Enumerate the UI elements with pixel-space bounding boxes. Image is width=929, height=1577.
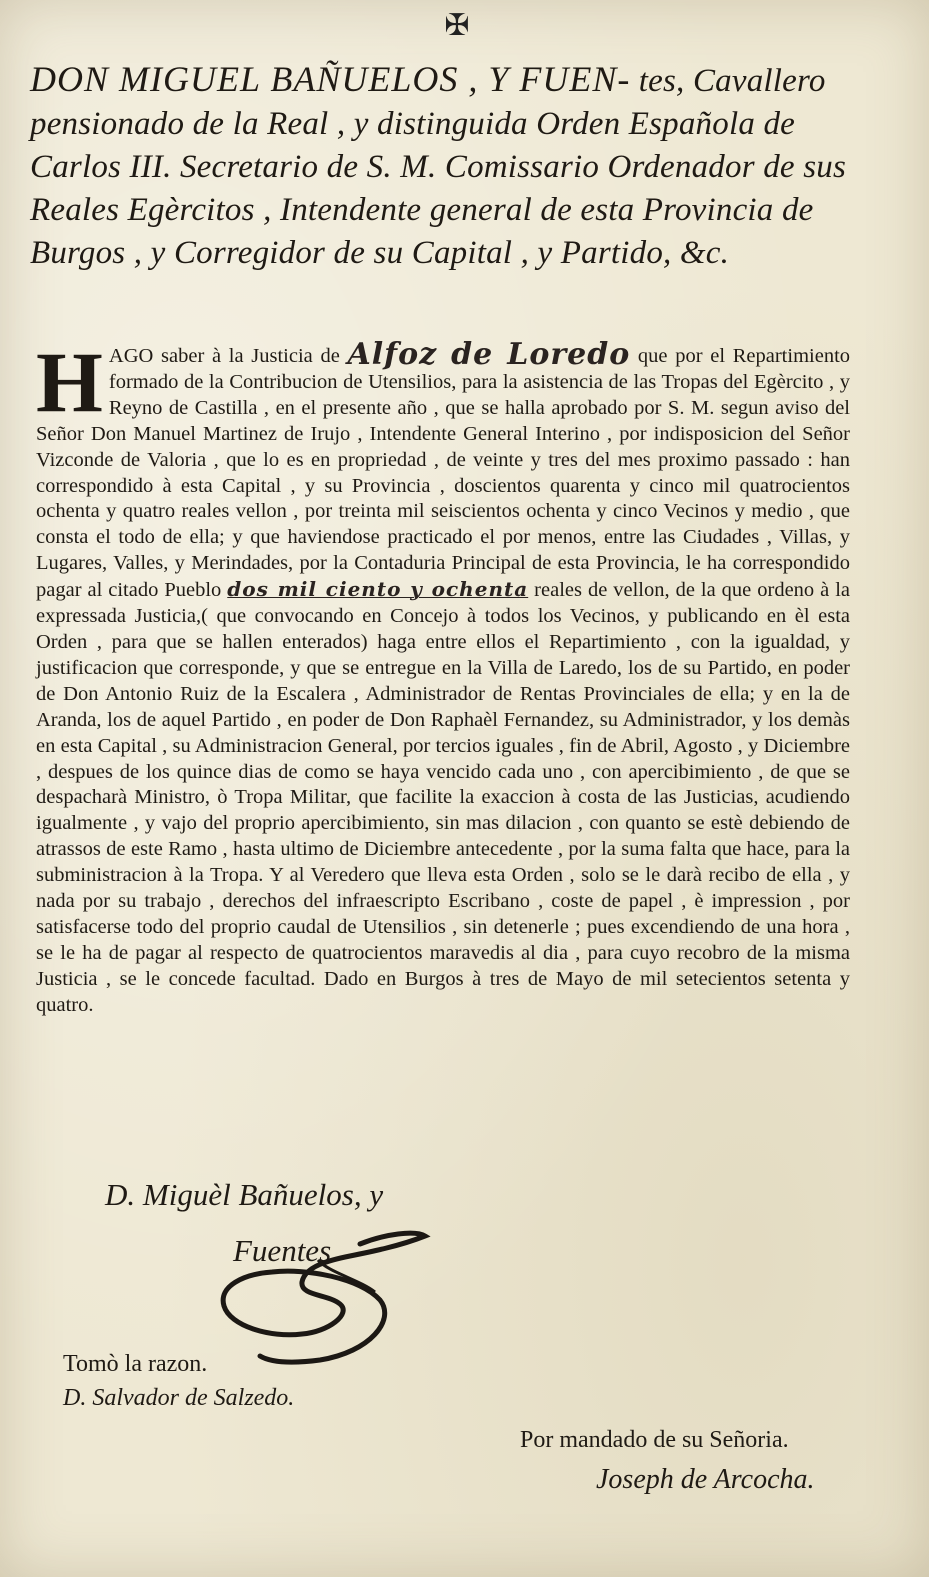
mandado-label: Por mandado de su Señoria. xyxy=(520,1427,789,1453)
mandado-block xyxy=(520,1420,890,1500)
razon-name: D. Salvador de Salzedo. xyxy=(63,1385,295,1411)
cross-symbol: ✠ xyxy=(444,9,470,42)
body-intro: AGO saber à la Justicia de xyxy=(108,345,340,367)
razon-label: Tomò la razon. xyxy=(63,1351,208,1377)
body-text-2: reales de vellon, de la que ordeno à la expressada Justicia,( que convocando en Concejo à todos los Vecinos, y publicando en èl esta Orden , para que se hallen enterados) haga entre ellos el Repartimiento , con la igualdad, y justificacion que corresponde, y que se entregue en la Villa de Laredo, los de su Partido, en poder de Don Antonio Ruiz de la Escalera , Administrador de Rentas Provinciales de ella; y en la de Aranda, los de aquel Partido , en poder de Don Raphaèl Fernandez, su Administrador, y los demàs en esta Capital , su Administracion General, por tercios iguales , fin de Abril, Agosto , y Diciembre , despues de los quince dias de como se haya vencido cada uno , con apercibimiento , de que se despacharà Ministro, ò Tropa Militar, que facilite la exaccion à costa de las Justicias, acudiendo igualmente , y vajo del proprio apercibimiento, sin mas dilacion , con quanto se estè debiendo de atrassos de este Ramo , hasta ultimo de Diciembre antecedente , por la suma falta que hace, para la subministracion à la Tropa. Y al Veredero que lleva esta Orden , solo se le darà recibo de ella , y nada por su trabajo , derechos del infraescripto Escribano , coste de papel , è impression , por satisfacerse todo del proprio caudal de Utensilios , sin detenerle ; pues excendiendo de una hora , se le ha de pagar al respecto de quatrocientos maravedis al dia , para cuyo recobro de la misma Justicia , se le concede facultad. Dado en Burgos à tres de Mayo de mil setecientos setenta y quatro. xyxy=(36,579,851,1016)
heading-titles: tes, Cavallero pensionado de la Real , y distinguida Orden Española de Carlos III. Secretario de S. M. Comissario Ordenador de sus Reales Egèrcitos , Intendente general de esta Provincia de Burgos , y Corregidor de su Capital , y Partido, &c. xyxy=(30,63,846,271)
signatory-line-2: Fuentes. xyxy=(233,1233,339,1268)
document-body xyxy=(36,334,851,1019)
document-heading xyxy=(30,58,850,275)
razon-block xyxy=(63,1347,363,1415)
heading-name: DON MIGUEL BAÑUELOS , Y FUEN- xyxy=(30,59,631,99)
body-text-1: que por el Repartimiento formado de la Contribucion de Utensilios, para la asistencia de las Tropas del Egèrcito , y Reyno de Castilla , en el presente año , que se halla aprobado por S. M. segun aviso del Señor Don Manuel Martinez de Irujo , Intendente General Interino , por indisposicion del Señor Vizconde de Valoria , que lo es en propriedad , de veinte y tres del mes proximo passado : han correspondido à esta Capital , y su Provincia , doscientos quarenta y cinco mil quatrocientos ochenta y quatro reales vellon , por treinta mil seiscientos ochenta y cinco Vecinos y medio , que consta el todo de ella; y que haviendose practicado el por menos, entre las Ciudades , Villas, y Lugares, Valles, y Merindades, por la Contaduria Principal de esta Provincia, le ha correspondido pagar al citado Pueblo xyxy=(36,345,851,602)
mandado-name: Joseph de Arcocha. xyxy=(596,1464,815,1495)
handwritten-amount: dos mil ciento y ochenta xyxy=(227,577,529,602)
handwritten-place: Alfoz de Loredo xyxy=(347,337,631,372)
drop-cap: H xyxy=(36,334,103,430)
signatory-line-1: D. Miguèl Bañuelos, y xyxy=(105,1177,384,1212)
